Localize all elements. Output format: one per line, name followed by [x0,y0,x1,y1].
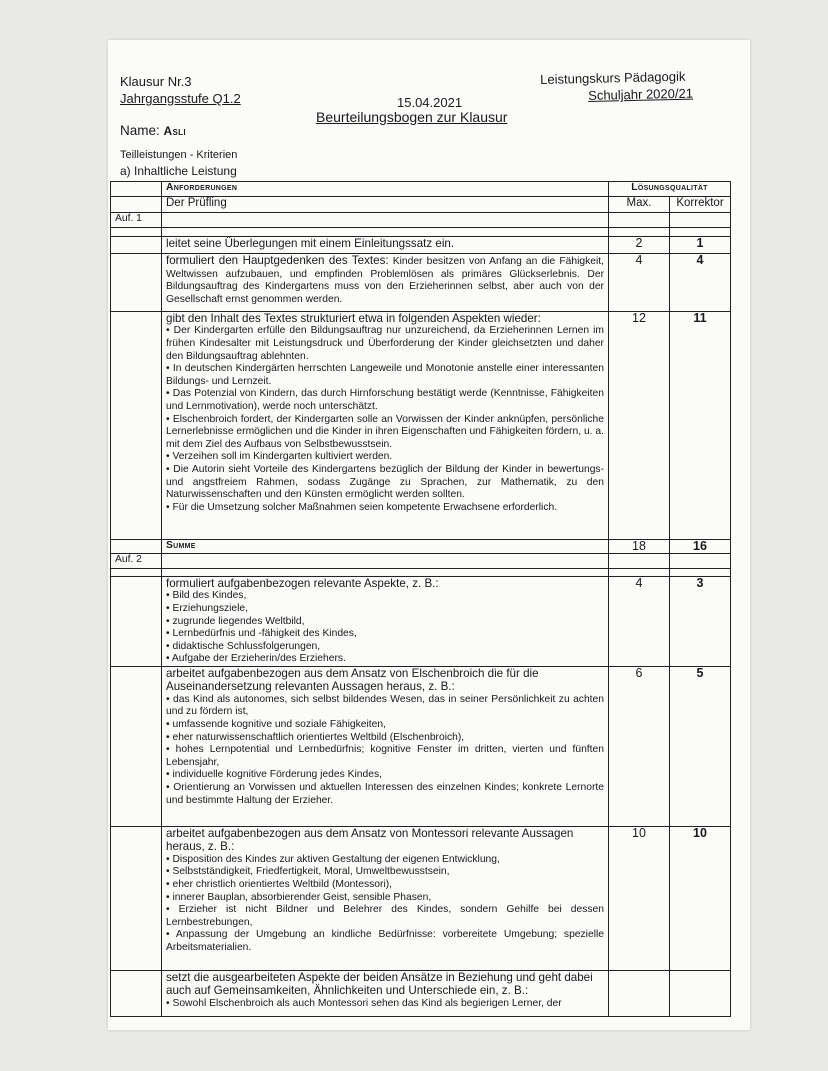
sum-max: 18 [609,540,670,554]
corrector-points [670,970,731,1016]
grade-level: Jahrgangsstufe Q1.2 [120,91,241,106]
table-row: gibt den Inhalt des Textes strukturiert etwa in folgenden Aspekten wieder: • Der Kindergarten erfülle den Bildungsauftrag nur unzureichend, da Erzieherinnen Lernen im frühen Kindesalter mit Leistungsdruck und Überforderung der Kinder gleichsetzten und daher den Bildungsauftrag ablehnten. • In deutschen Kindergärten herrschten Langeweile und Monotonie anstelle einer interessanten Bildungs- und Lernzeit. • Das Potenzial von Kindern, das durch Hirnforschung bestätigt werde (Kenntnisse, Fähigkeiten und Lernmotivation), werde noch unterschätzt. • Elschenbroich fordert, der Kindergarten solle an Vorwissen der Kinder anknüpfen, persönliche Lernerlebnisse ermöglichen und die Kinder in ihren Eigenschaften und Fähigkeiten fördern, u. a. mit dem Ziel des Aufbaus von Selbstbewusstsein. • Verzeihen soll im Kindergarten kultiviert werden. • Die Autorin sieht Vorteile des Kindergartens bezüglich der Bildung der Kinder in bewertungs- und angstfreiem Rahmen, sodass Zugänge zu Sprachen, zur Mathematik, zu den Naturwissenschaften und den Künsten ermöglicht werden sollten. • Für die Umsetzung solcher Maßnahmen seien kompetente Erwachsene erforderlich. 12 11 [111,312,731,540]
max-points: 6 [609,666,670,826]
sum-corrector: 16 [670,540,731,554]
list-item: • hohes Lernpotential und Lernbedürfnis; kognitive Fenster im dritten, vierten und fünften Lebensjahr, [166,744,604,768]
col-corrector: Korrektor [670,197,731,213]
list-item: • Bild des Kindes, [166,590,247,602]
task2-label: Auf. 2 [111,554,162,569]
list-item: • Selbstständigkeit, Friedfertigkeit, Moral, Umweltbewusstsein, [166,866,450,878]
max-points: 4 [609,254,670,312]
col-examinee: Der Prüfling [162,197,609,213]
list-item: • Für die Umsetzung solcher Maßnahmen seien kompetente Erwachsene erforderlich. [166,501,558,513]
table-row: leitet seine Überlegungen mit einem Einleitungssatz ein. 2 1 [111,237,731,254]
list-item: • innerer Bauplan, absorbierender Geist, sensible Phasen, [166,891,432,903]
subheader-row [111,197,731,213]
task1-label: Auf. 1 [111,213,162,228]
exam-date: 15.04.2021 [397,95,463,110]
corrector-points: 10 [670,826,731,970]
max-points: 10 [609,826,670,970]
list-item: • Elschenbroich fordert, der Kindergarten solle an Vorwissen der Kinder anknüpfen, persönliche Lernerlebnisse ermöglichen und die Kinder in ihren Eigenschaften und Fähigkeiten fördern, u. a. mit dem Ziel des Aufbaus von Selbstbewusstsein. [166,413,604,450]
max-points: 12 [609,312,670,540]
list-item: • Anpassung der Umgebung an kindliche Bedürfnisse: vorbereitete Umgebung; spezielle Arbeitsmaterialien. [166,929,604,953]
table-row: formuliert aufgabenbezogen relevante Aspekte, z. B.: • Bild des Kindes, • Erziehungsziele, • zugrunde liegendes Weltbild, • Lernbedürfnis und -fähigkeit des Kindes, • didaktische Schlussfolgerungen, • Aufgabe der Erzieherin/des Erziehers. 4 3 [111,577,731,667]
list-item: • In deutschen Kindergärten herrschten Langeweile und Monotonie anstelle einer interessanten Bildungs- und Lernzeit. [166,363,604,387]
corrector-points: 5 [670,666,731,826]
list-item: • Disposition des Kindes zur aktiven Gestaltung der eigenen Entwicklung, [166,853,500,865]
name-value: Asli [163,124,186,138]
list-item: • Das Potenzial von Kindern, das durch Hirnforschung bestätigt werde (Kenntnisse, Fähigkeiten und Lernmotivation), werde noch unterschätzt. [166,388,604,412]
corrector-points: 3 [670,577,731,667]
section-content: a) Inhaltliche Leistung [120,164,237,178]
table-row: arbeitet aufgabenbezogen aus dem Ansatz von Elschenbroich die für die Auseinandersetzung relevanten Aussagen heraus, z. B.: • das Kind als autonomes, sich selbst bildendes Wesen, das in seiner Persönlichkeit zu achten und zu fördern ist, • umfassende kognitive und soziale Fähigkeiten, • eher naturwissenschaftlich orientiertes Weltbild (Elschenbroich), • hohes Lernpotential und Lernbedürfnis; kognitive Fenster im dritten, vierten und fünften Lebensjahr, • individuelle kognitive Förderung jedes Kindes, • Orientierung an Vorwissen und aktuellen Interessen des einzelnen Kindes; konkrete Lernorte und bestimmte Haltung der Erzieher. 6 5 [111,666,731,826]
table-row: formuliert den Hauptgedenken des Textes: Kinder besitzen von Anfang an die Fähigkeit, Weltwissen aufzubauen, und empfinden Problemlösen als primäres Glückserlebnis. Der Bildungsauftrag des Kindergartens muss von den Erzieherinnen selbst, aber auch von der Gesellschaft ernst genommen werden. 4 4 [111,254,731,312]
list-item: • eher christlich orientiertes Weltbild (Montessori), [166,878,393,890]
name-label: Name: [120,123,160,138]
corrector-points: 11 [670,312,731,540]
list-item: • Der Kindergarten erfülle den Bildungsauftrag nur unzureichend, da Erzieherinnen Lernen im frühen Kindesalter mit Leistungsdruck und Überforderung der Kinder gleichsetzten und daher den Bildungsauftrag ablehnten. [166,325,604,362]
list-item: • Die Autorin sieht Vorteile des Kindergartens bezüglich der Bildung der Kinder in bewertungs- und angstfreiem Rahmen, sodass Zugänge zu Sprachen, zur Mathematik, zu den Naturwissenschaften und den Künsten ermöglicht werden sollten. [166,463,604,501]
exam-number: Klausur Nr.3 [120,74,192,89]
sum-row: Summe 18 16 [111,540,731,554]
school-year: Schuljahr 2020/21 [588,85,694,103]
list-item: • Aufgabe der Erzieherin/des Erziehers. [166,653,346,665]
grading-table [110,181,731,1017]
max-points: 4 [609,577,670,667]
table-row: setzt die ausgearbeiteten Aspekte der beiden Ansätze in Beziehung und geht dabei auch auf Gemeinsamkeiten, Ähnlichkeiten und Unterschiede ein, z. B.: • Sowohl Elschenbroich als auch Montessori sehen das Kind als begierigen Lerner, der [111,970,731,1016]
corrector-points: 1 [670,237,731,254]
col-requirements: Anforderungen [162,182,609,197]
list-item: • umfassende kognitive und soziale Fähigkeiten, [166,718,386,730]
table-row: arbeitet aufgabenbezogen aus dem Ansatz von Montessori relevante Aussagen heraus, z. B.: • Disposition des Kindes zur aktiven Gestaltung der eigenen Entwicklung, • Selbstständigkeit, Friedfertigkeit, Moral, Umweltbewusstsein, • eher christlich orientiertes Weltbild (Montessori), • innerer Bauplan, absorbierender Geist, sensible Phasen, • Erzieher ist nicht Bildner und Belehrer des Kindes, sondern Gehilfe bei dessen Lernbestrebungen, • Anpassung der Umgebung an kindliche Bedürfnisse: vorbereitete Umgebung; spezielle Arbeitsmaterialien. 10 10 [111,826,731,970]
col-quality: Lösungsqualität [609,182,731,197]
exam-sheet [108,40,750,1030]
list-item: • didaktische Schlussfolgerungen, [166,640,321,652]
col-max: Max. [609,197,670,213]
list-item: • Lernbedürfnis und -fähigkeit des Kindes, [166,628,357,640]
student-name [120,123,186,139]
list-item: • Erzieher ist nicht Bildner und Belehrer des Kindes, sondern Gehilfe bei dessen Lernbestrebungen, [166,904,604,928]
list-item: • eher naturwissenschaftlich orientiertes Weltbild (Elschenbroich), [166,731,465,743]
list-item: • Sowohl Elschenbroich als auch Montessori sehen das Kind als begierigen Lerner, der [166,997,562,1009]
task2-row [111,554,731,569]
corrector-points: 4 [670,254,731,312]
subtitle-criteria: Teilleistungen - Kriterien [120,149,238,161]
max-points: 2 [609,237,670,254]
course-name: Leistungskurs Pädagogik [540,68,686,87]
list-item: • Erziehungsziele, [166,603,249,614]
list-item: • Verzeihen soll im Kindergarten kultiviert werden. [166,451,393,463]
list-item: • das Kind als autonomes, sich selbst bildendes Wesen, das in seiner Persönlichkeit zu achten und zu fördern ist, [166,693,604,718]
list-item: • Orientierung an Vorwissen und aktuellen Interessen des einzelnen Kindes; konkrete Lernorte und bestimmte Haltung der Erzieher. [166,781,604,806]
list-item: • individuelle kognitive Förderung jedes Kindes, [166,769,382,781]
header-row [111,182,731,197]
list-item: • zugrunde liegendes Weltbild, [166,615,305,627]
task1-row [111,213,731,228]
page-title: Beurteilungsbogen zur Klausur [316,109,508,125]
max-points [609,970,670,1016]
